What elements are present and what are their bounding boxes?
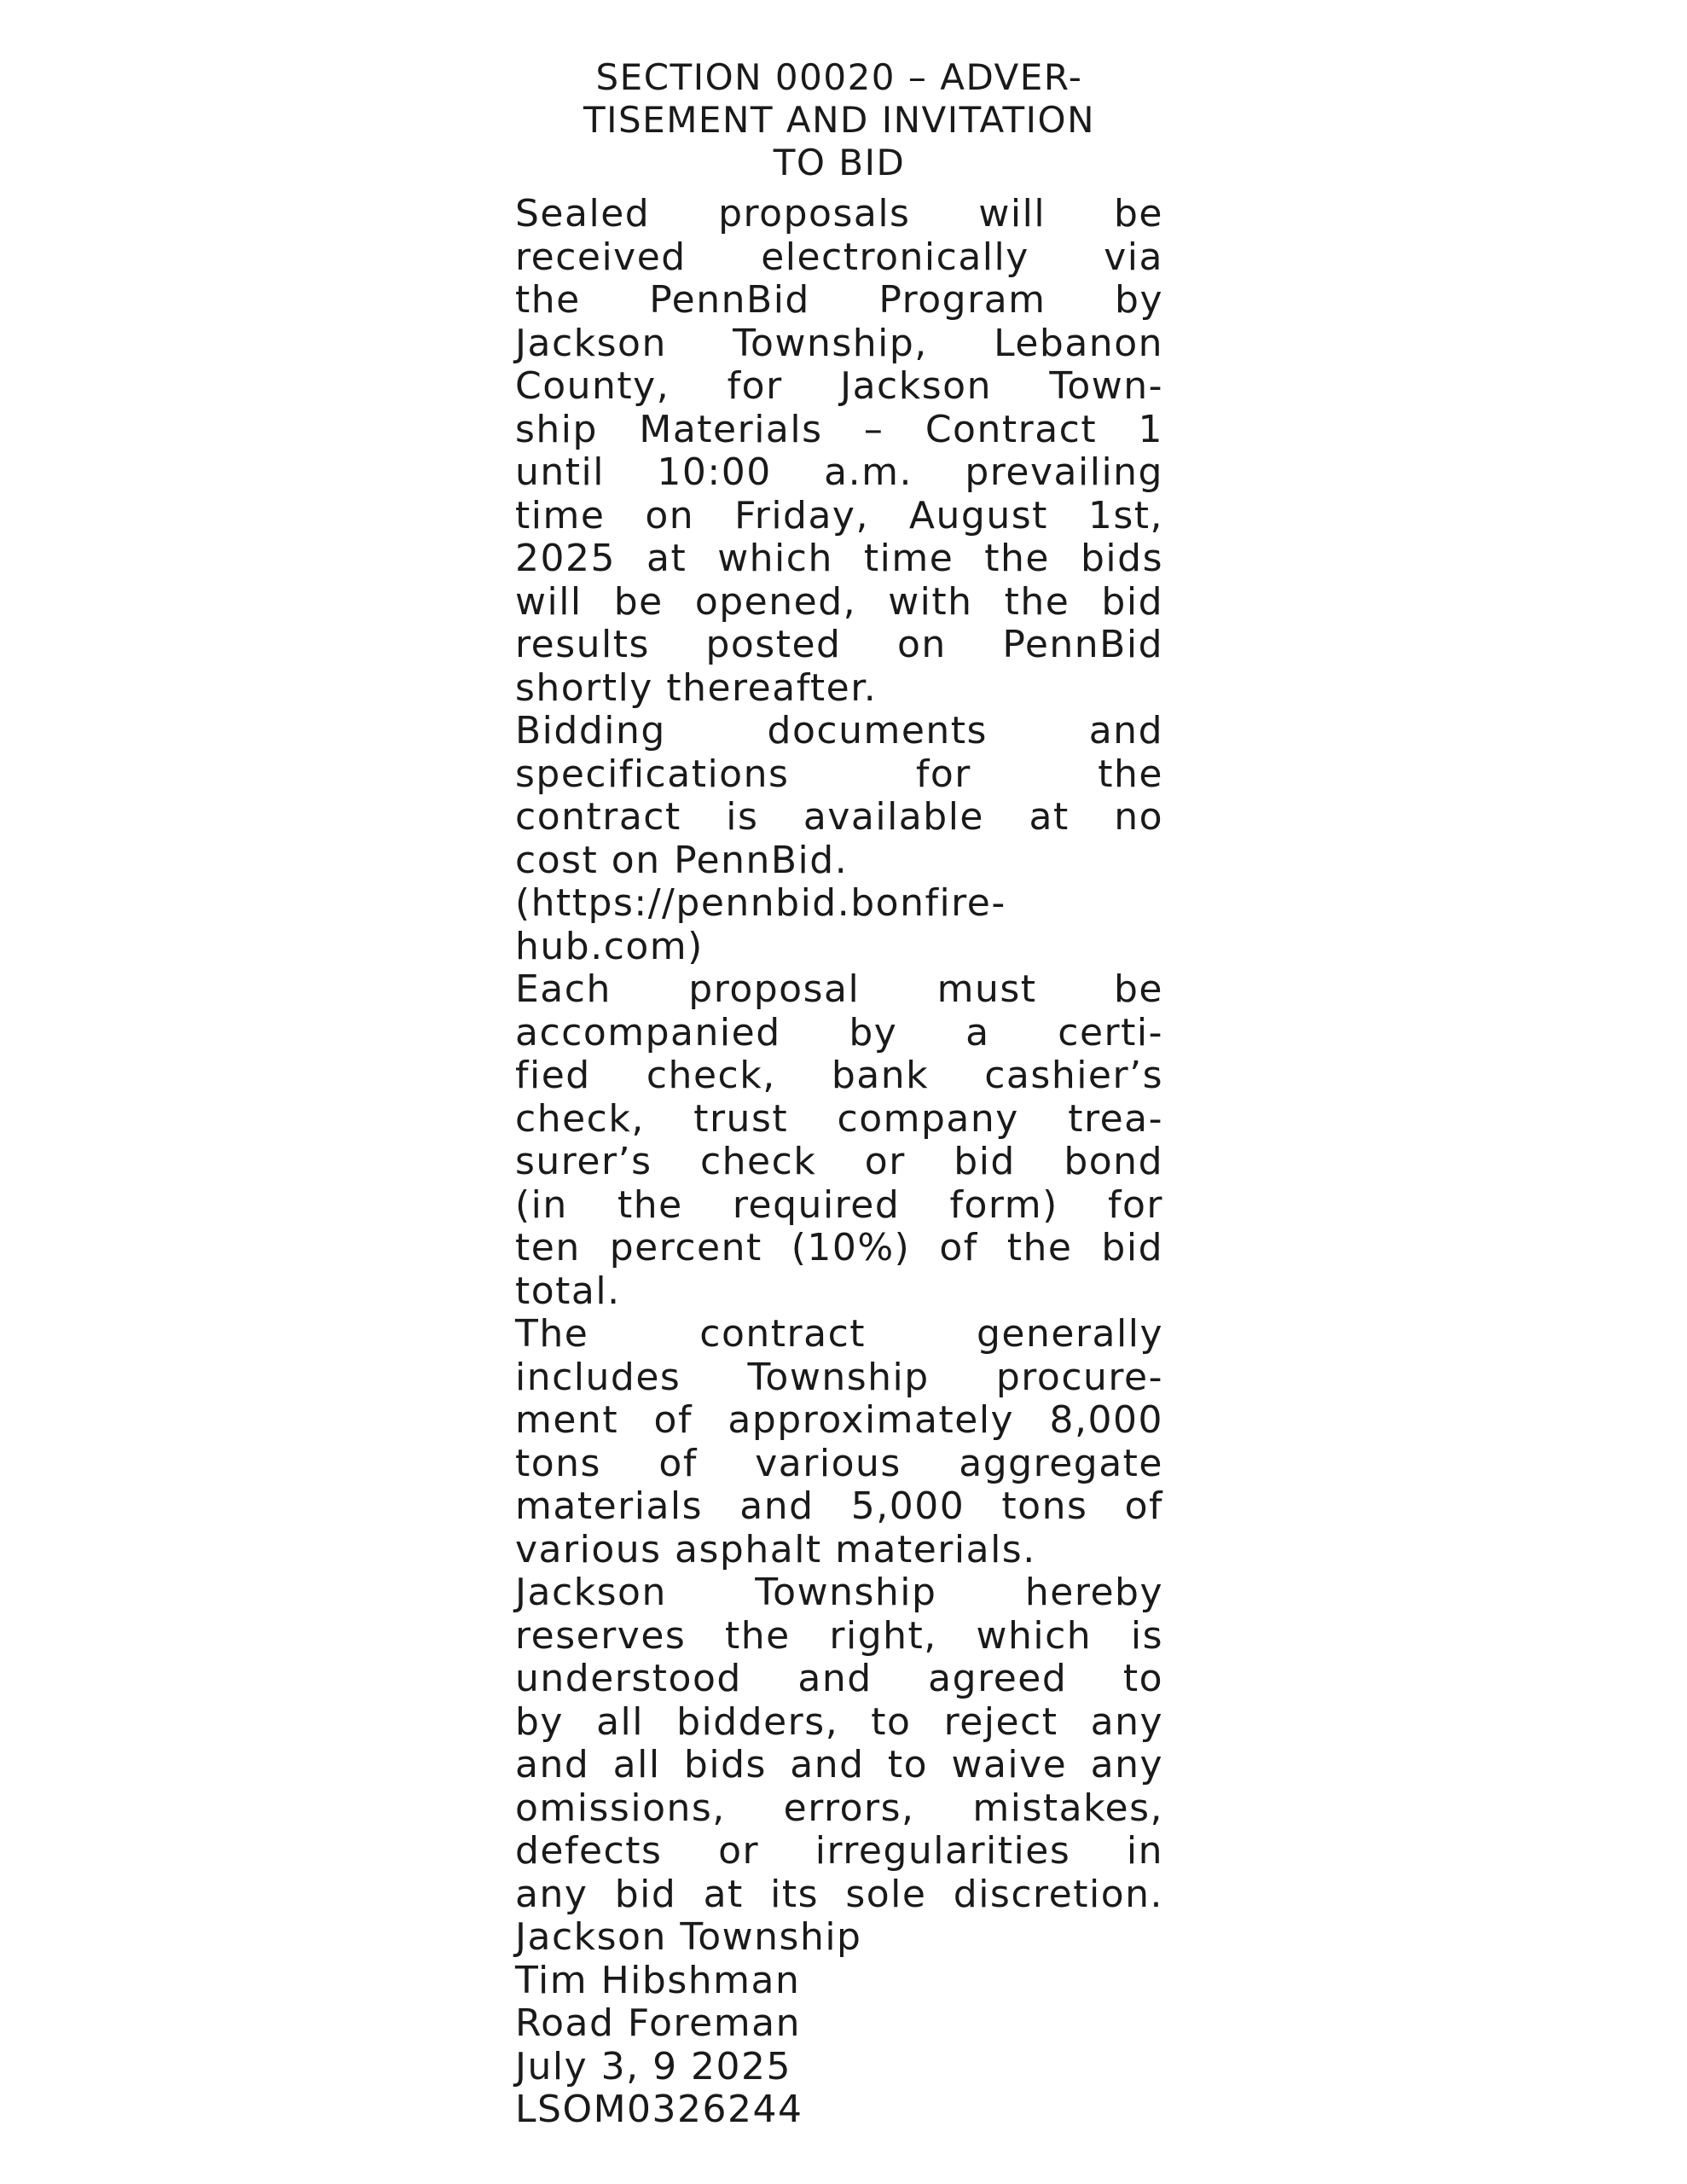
text-line: any bid at its sole discretion. [515, 1872, 1163, 1916]
title-line: SECTION 00020 – ADVER- [595, 56, 1083, 98]
text-line: Jackson Township hereby [515, 1571, 1163, 1614]
text-line: contract is available at no [515, 795, 1163, 839]
contract-scope-paragraph [515, 1313, 1163, 1571]
pennbid-url-line: (https://pennbid.bonfire- [515, 881, 1006, 925]
text-line: total. [515, 1269, 621, 1313]
text-line: shortly thereafter. [515, 665, 878, 710]
text-line: Each proposal must be [515, 967, 1163, 1011]
text-line: Sealed proposals will be [515, 192, 1163, 235]
text-line: until 10:00 a.m. prevailing [515, 450, 1163, 494]
bidding-documents-paragraph [515, 710, 1163, 968]
notice-reference-number: LSOM0326244 [515, 2088, 803, 2131]
publication-dates: July 3, 9 2025 [515, 2044, 792, 2088]
text-line: time on Friday, August 1st, [515, 493, 1163, 537]
text-line: cost on PennBid. [515, 838, 849, 882]
reservation-of-rights-paragraph [515, 1571, 1163, 1916]
text-line: ship Materials – Contract 1 [515, 407, 1163, 451]
text-line: (in the required form) for [515, 1182, 1163, 1227]
text-line: will be opened, with the bid [515, 579, 1163, 624]
pennbid-url-line: hub.com) [515, 924, 704, 968]
text-line: ten percent (10%) of the bid [515, 1226, 1163, 1269]
bid-submission-paragraph [515, 193, 1163, 710]
title-line: TISEMENT AND INVITATION [583, 99, 1096, 141]
text-line: various asphalt materials. [515, 1527, 1036, 1571]
text-line: the PennBid Program by [515, 278, 1163, 322]
text-line: fied check, bank cashier’s [515, 1054, 1163, 1097]
text-line: defects or irregularities in [515, 1829, 1163, 1873]
bid-security-paragraph [515, 968, 1163, 1313]
text-line: received electronically via [515, 235, 1163, 279]
text-line: reserves the right, which is [515, 1613, 1163, 1658]
signature-organization: Jackson Township [515, 1915, 862, 1959]
text-line: and all bids and to waive any [515, 1743, 1163, 1786]
text-line: 2025 at which time the bids [515, 537, 1163, 580]
text-line: check, trust company trea- [515, 1096, 1163, 1141]
text-line: tons of various aggregate [515, 1441, 1163, 1485]
text-line: includes Township procure- [515, 1355, 1163, 1399]
text-line: County, for Jackson Town- [515, 364, 1163, 408]
text-line: by all bidders, to reject any [515, 1699, 1163, 1744]
notice-title [515, 56, 1163, 184]
text-line: ment of approximately 8,000 [515, 1398, 1163, 1442]
text-line: specifications for the [515, 752, 1163, 796]
signature-block [515, 1916, 1163, 2132]
signature-name: Tim Hibshman [515, 1958, 801, 2002]
text-line: results posted on PennBid [515, 623, 1163, 666]
text-line: accompanied by a certi- [515, 1010, 1163, 1054]
text-line: Bidding documents and [515, 709, 1163, 752]
text-line: materials and 5,000 tons of [515, 1484, 1163, 1528]
signature-role: Road Foreman [515, 2001, 801, 2045]
text-line: The contract generally [515, 1312, 1163, 1356]
text-line: surer’s check or bid bond [515, 1140, 1163, 1183]
text-line: understood and agreed to [515, 1657, 1163, 1700]
title-line: TO BID [773, 142, 906, 183]
text-line: Jackson Township, Lebanon [515, 321, 1163, 365]
text-line: omissions, errors, mistakes, [515, 1786, 1163, 1830]
legal-notice [515, 56, 1163, 2132]
